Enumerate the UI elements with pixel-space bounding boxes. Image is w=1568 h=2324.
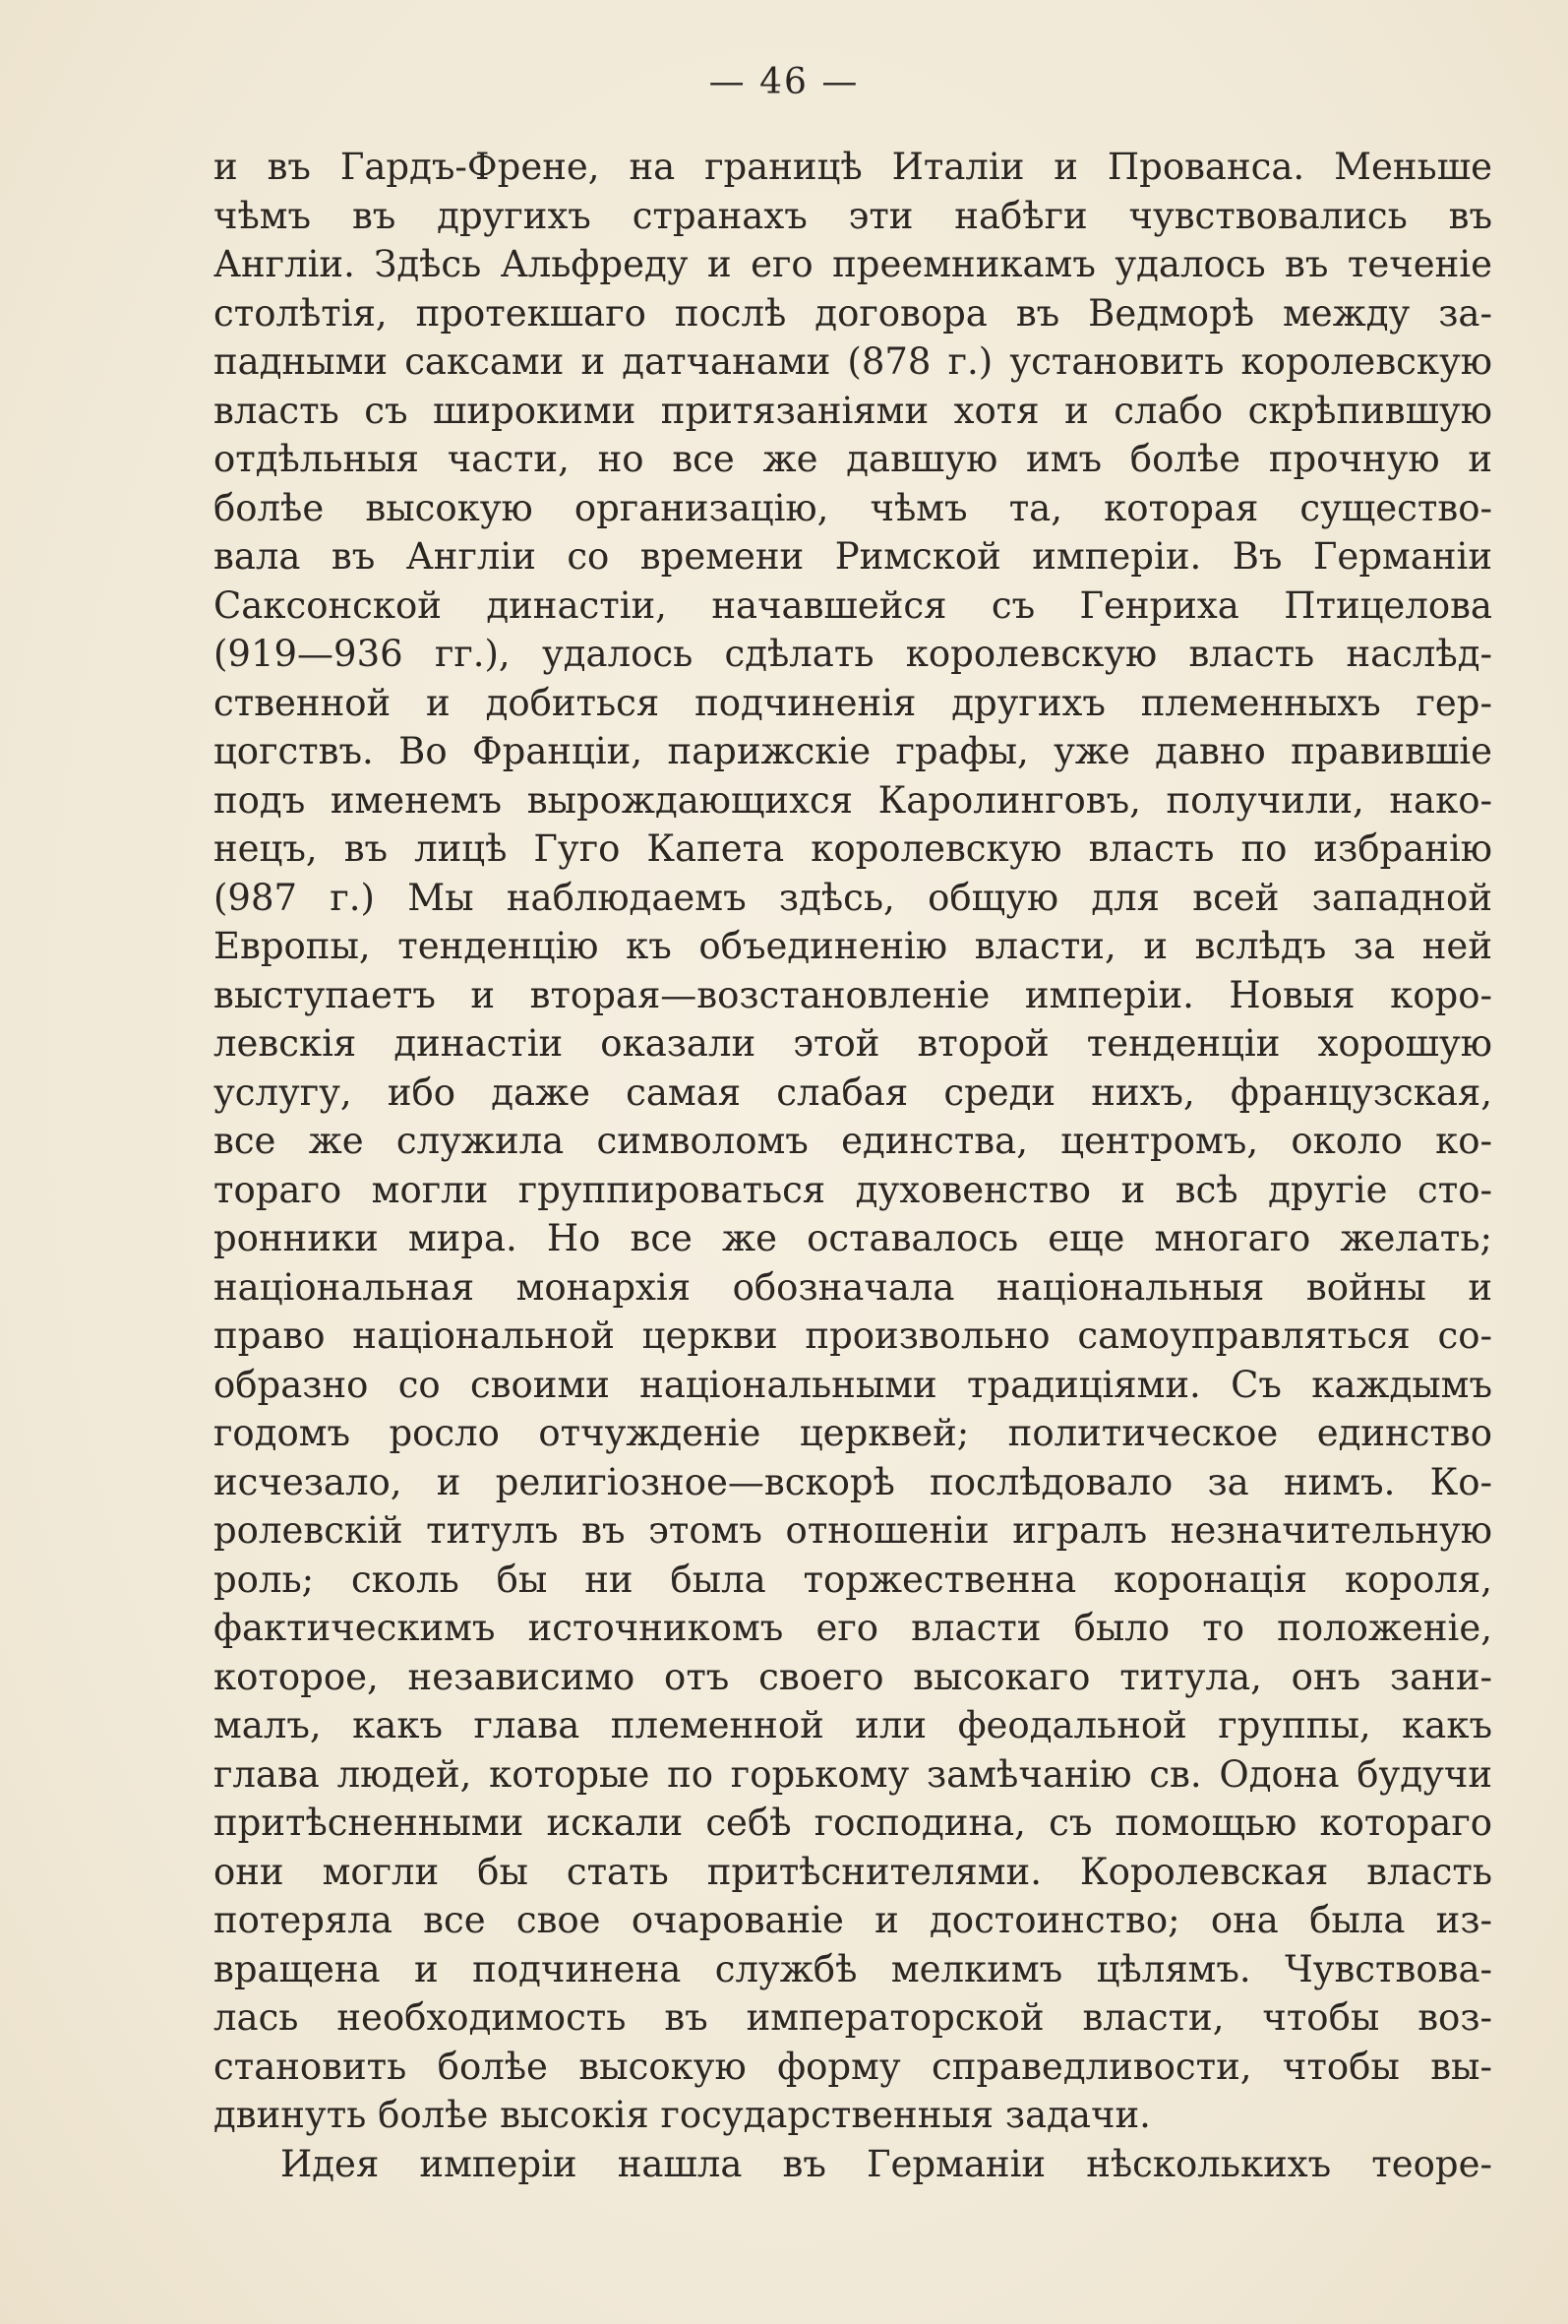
text-line: власть съ широкими притязаніями хотя и слабо скрѣпившую: [213, 389, 1492, 432]
text-line: потеряла все свое очарованіе и достоинство; она была из-: [213, 1899, 1492, 1941]
body-text: [213, 143, 1492, 2188]
text-line: вала въ Англіи со времени Римской имперіи. Въ Германіи: [213, 535, 1492, 578]
text-line-paragraph-start: Идея имперіи нашла въ Германіи нѣсколькихъ теоре-: [280, 2142, 1492, 2185]
text-line: право національной церкви произвольно самоуправляться со-: [213, 1315, 1492, 1357]
text-line: подъ именемъ вырождающихся Каролинговъ, получили, нако-: [213, 778, 1492, 822]
text-line: исчезало, и религіозное—вскорѣ послѣдовало за нимъ. Ко-: [213, 1460, 1492, 1503]
text-line: отдѣльныя части, но все же давшую имъ болѣе прочную и: [213, 438, 1492, 480]
text-line: притѣсненными искали себѣ господина, съ помощью котораго: [213, 1802, 1492, 1844]
text-line: національная монархія обозначала національныя войны и: [213, 1265, 1492, 1309]
text-line: малъ, какъ глава племенной или феодальной группы, какъ: [213, 1704, 1492, 1746]
text-line: ронники мира. Но все же оставалось еще многаго желать;: [213, 1217, 1492, 1259]
text-line: ственной и добиться подчиненія другихъ племенныхъ гер-: [213, 681, 1492, 724]
text-line: они могли бы стать притѣснителями. Королевская власть: [213, 1850, 1492, 1893]
text-line: тораго могли группироваться духовенство и всѣ другіе сто-: [213, 1168, 1492, 1211]
text-line: выступаетъ и вторая—возстановленіе имперіи. Новыя коро-: [213, 973, 1492, 1016]
text-line: все же служила символомъ единства, центромъ, около ко-: [213, 1120, 1492, 1162]
text-line: вращена и подчинена службѣ мелкимъ цѣлямъ. Чувствова-: [213, 1947, 1492, 1990]
text-line: двинуть болѣе высокія государственныя задачи.: [213, 2094, 1151, 2136]
text-line: (987 г.) Мы наблюдаемъ здѣсь, общую для всей западной: [213, 876, 1492, 919]
text-line: годомъ росло отчужденіе церквей; политическое единство: [213, 1412, 1492, 1454]
text-line: болѣе высокую организацію, чѣмъ та, которая существо-: [213, 486, 1492, 529]
text-line: которое, независимо отъ своего высокаго титула, онъ зани-: [213, 1655, 1492, 1698]
text-line: чѣмъ въ другихъ странахъ эти набѣги чувствовались въ: [213, 194, 1492, 237]
text-line: образно со своими національными традиціями. Съ каждымъ: [213, 1363, 1492, 1406]
text-line: Саксонской династіи, начавшейся съ Генриха Птицелова: [213, 583, 1492, 627]
text-line: нецъ, въ лицѣ Гуго Капета королевскую власть по избранію: [213, 827, 1492, 870]
text-line: и въ Гардъ-Френе, на границѣ Италіи и Прованса. Меньше: [213, 146, 1492, 188]
text-line: глава людей, которые по горькому замѣчанію св. Одона будучи: [213, 1752, 1492, 1796]
text-line: фактическимъ источникомъ его власти было то положеніе,: [213, 1607, 1492, 1649]
text-line: цогствъ. Во Франціи, парижскіе графы, уже давно правившіе: [213, 730, 1492, 772]
text-line: (919—936 гг.), удалось сдѣлать королевскую власть наслѣд-: [213, 633, 1492, 675]
text-line: левскія династіи оказали этой второй тенденціи хорошую: [213, 1022, 1492, 1065]
text-line: столѣтія, протекшаго послѣ договора въ Ведморѣ между за-: [213, 291, 1492, 335]
text-line: падными саксами и датчанами (878 г.) установить королевскую: [213, 340, 1492, 383]
text-line: Англіи. Здѣсь Альфреду и его преемникамъ удалось въ теченіе: [213, 243, 1492, 285]
page-number: — 46 —: [708, 62, 860, 102]
text-line: услугу, ибо даже самая слабая среди нихъ, французская,: [213, 1070, 1492, 1114]
text-line: лась необходимость въ императорской власти, чтобы воз-: [213, 1996, 1492, 2039]
text-line: ролевскій титулъ въ этомъ отношеніи игралъ незначительную: [213, 1509, 1492, 1552]
text-line: становить болѣе высокую форму справедливости, чтобы вы-: [213, 2045, 1492, 2088]
text-line: Европы, тенденцію къ объединенію власти, и вслѣдъ за ней: [213, 925, 1492, 967]
text-line: роль; сколь бы ни была торжественна коронація короля,: [213, 1558, 1492, 1601]
